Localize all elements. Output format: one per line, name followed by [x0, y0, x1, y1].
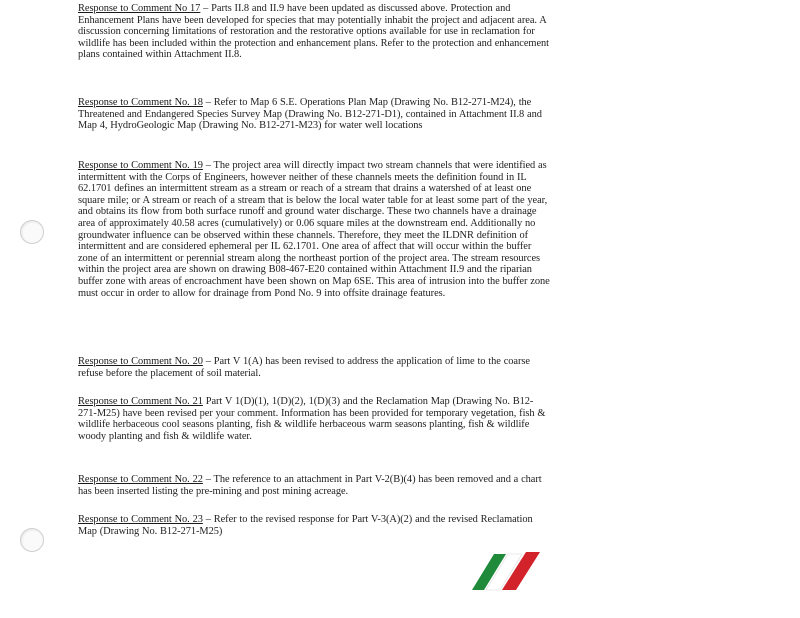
response-23-text: – Refer to the revised response for Part V-3(A)(2) and the revised Reclamation Map (Drawing No. B12-271-M25) — [78, 514, 533, 537]
response-17-text: – Parts II.8 and II.9 have been updated as discussed above. Protection and Enhancement Plans have been developed for species that may potentially inhabit the project and adjacent area. A discussion concerning limitations of restoration and the restorative options available for use in reclamation for wildlife has been included within the protection and enhancement plans. Refer to the protection and enhancement plans contained within Attachment II.8. — [78, 3, 549, 61]
response-21 — [78, 396, 550, 442]
response-17 — [78, 3, 550, 61]
response-22-heading: Response to Comment No. 22 — [78, 474, 203, 485]
response-18-text: – Refer to Map 6 S.E. Operations Plan Map (Drawing No. B12-271-M24), the Threatened and Endangered Species Survey Map (Drawing No. B12-271-D1), contained in Attachment II.8 and Map 4, HydroGeologic Map (Drawing No. B12-271-M23) for water well locations — [78, 97, 542, 132]
response-20-heading: Response to Comment No. 20 — [78, 356, 203, 367]
response-19-text: – The project area will directly impact two stream channels that were identified as intermittent with the Corps of Engineers, however neither of these channels meets the definition found in IL 62.1701 defines an intermittent stream as a stream or reach of a stream that drains a watershed of at least one square mile; or A stream or reach of a stream that is below the local water table for at least some part of the year, and obtains its flow from both surface runoff and ground water discharge. These two channels have a drainage area of approximately 40.58 acres (cumulatively) or 0.06 square miles at the downstream end. Additionally no groundwater influence can be observed within these channels. Therefore, they meet the ILDNR definition of intermittent and are considered ephemeral per IL 62.1701. One area of affect that will occur within the buffer zone of an intermittent or perennial stream along the northeast portion of the project area. The stream resources within the project area are shown on drawing B08-467-E20 contained within Attachment II.9 and the riparian buffer zone with areas of encroachment have been shown on Map 6SE. This area of intrusion into the buffer zone must occur in order to allow for drainage from Pond No. 9 into offsite drainage features. — [78, 160, 550, 299]
response-23 — [78, 514, 550, 537]
response-22 — [78, 474, 550, 497]
response-17-heading: Response to Comment No 17 — [78, 3, 201, 14]
binder-hole-bottom — [20, 528, 44, 552]
binder-hole-top — [20, 220, 44, 244]
response-20-text: – Part V 1(A) has been revised to address the application of lime to the coarse refuse before the placement of soil material. — [78, 356, 530, 379]
response-21-text: Part V 1(D)(1), 1(D)(2), 1(D)(3) and the Reclamation Map (Drawing No. B12-271-M25) have been revised per your comment. Information has been provided for temporary vegetation, fish & wildlife herbaceous cool seasons planting, fish & wildlife herbaceous warm seasons planting, fish & wildlife woody planting and fish & wildlife water. — [78, 396, 546, 442]
response-20 — [78, 356, 550, 379]
response-22-text: – The reference to an attachment in Part V-2(B)(4) has been removed and a chart has been inserted listing the pre-mining and post mining acreage. — [78, 474, 542, 497]
response-18 — [78, 97, 550, 132]
company-logo-stripes — [470, 550, 552, 592]
response-19-heading: Response to Comment No. 19 — [78, 160, 203, 171]
response-23-heading: Response to Comment No. 23 — [78, 514, 203, 525]
response-21-heading: Response to Comment No. 21 — [78, 396, 203, 407]
response-18-heading: Response to Comment No. 18 — [78, 97, 203, 108]
response-19 — [78, 160, 550, 299]
